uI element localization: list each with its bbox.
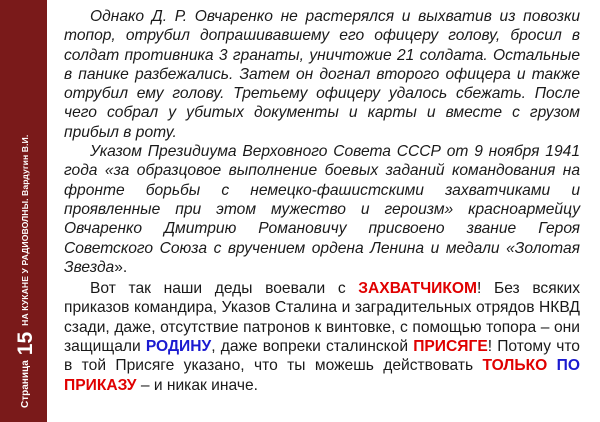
paragraph-3 bbox=[64, 279, 580, 395]
highlight-only: ТОЛЬКО bbox=[482, 357, 548, 375]
page-sidebar bbox=[0, 0, 47, 422]
paragraph-3-text-5: – и никак иначе. bbox=[136, 376, 258, 394]
paragraph-2 bbox=[64, 142, 580, 277]
paragraph-3-text-2: ! Без всяких приказов командира, Указов Сталина и заградительных отрядов НКВД сзади, даже, отсутствие патронов к винтовке, с помощью топора – они защищали bbox=[64, 280, 581, 356]
page-label: Страница bbox=[19, 360, 31, 408]
page-body bbox=[64, 7, 580, 395]
paragraph-2-end: ». bbox=[114, 258, 128, 276]
page-number: 15 bbox=[14, 331, 37, 356]
paragraph-3-text-3: , даже вопреки сталинской bbox=[211, 338, 414, 356]
highlight-order: ПРИКАЗУ bbox=[64, 376, 137, 394]
paragraph-2-text: Указом Президиума Верховного Совета СССР от 9 ноября 1941 года «за образцовое выполнение боевых заданий командования на фронте борьбы с немецко-фашистскими захватчиками и проявленные при этом мужество и героизм» красноармейцу Овчаренко Дмитрию Романовичу присвоено звание Героя Советского Союза с вручением ордена Ленина и медали «Золотая Звезда bbox=[64, 143, 580, 276]
sidebar-caption bbox=[13, 135, 37, 408]
paragraph-1: Однако Д. Р. Овчаренко не растерялся и выхватив из повозки топор, отрубил допрашивавшему его офицеру голову, бросил в солдат противника 3 гранаты, уничтожие 21 солдата. Остальные в панике разбежались. Затем он догнал второго офицера и также отрубил ему голову. Третьему офицеру удалось сбежать. После чего собрал у убитых документы и карты и вместе с грузом прибыл в роту. bbox=[64, 8, 580, 141]
highlight-motherland: РОДИНУ bbox=[145, 338, 212, 356]
book-title: НА КУКАНЕ У РАДИОВОЛНЫ. Вардугин В.И. bbox=[20, 134, 30, 326]
highlight-oath: ПРИСЯГЕ bbox=[413, 338, 488, 356]
paragraph-3-text-4: ! Потому что в той Присяге указано, что ты можешь действовать bbox=[64, 338, 580, 375]
paragraph-3-text-1: Вот так наши деды воевали с bbox=[90, 280, 359, 298]
highlight-invader: ЗАХВАТЧИКОМ bbox=[358, 280, 477, 298]
highlight-by: ПО bbox=[556, 357, 580, 375]
